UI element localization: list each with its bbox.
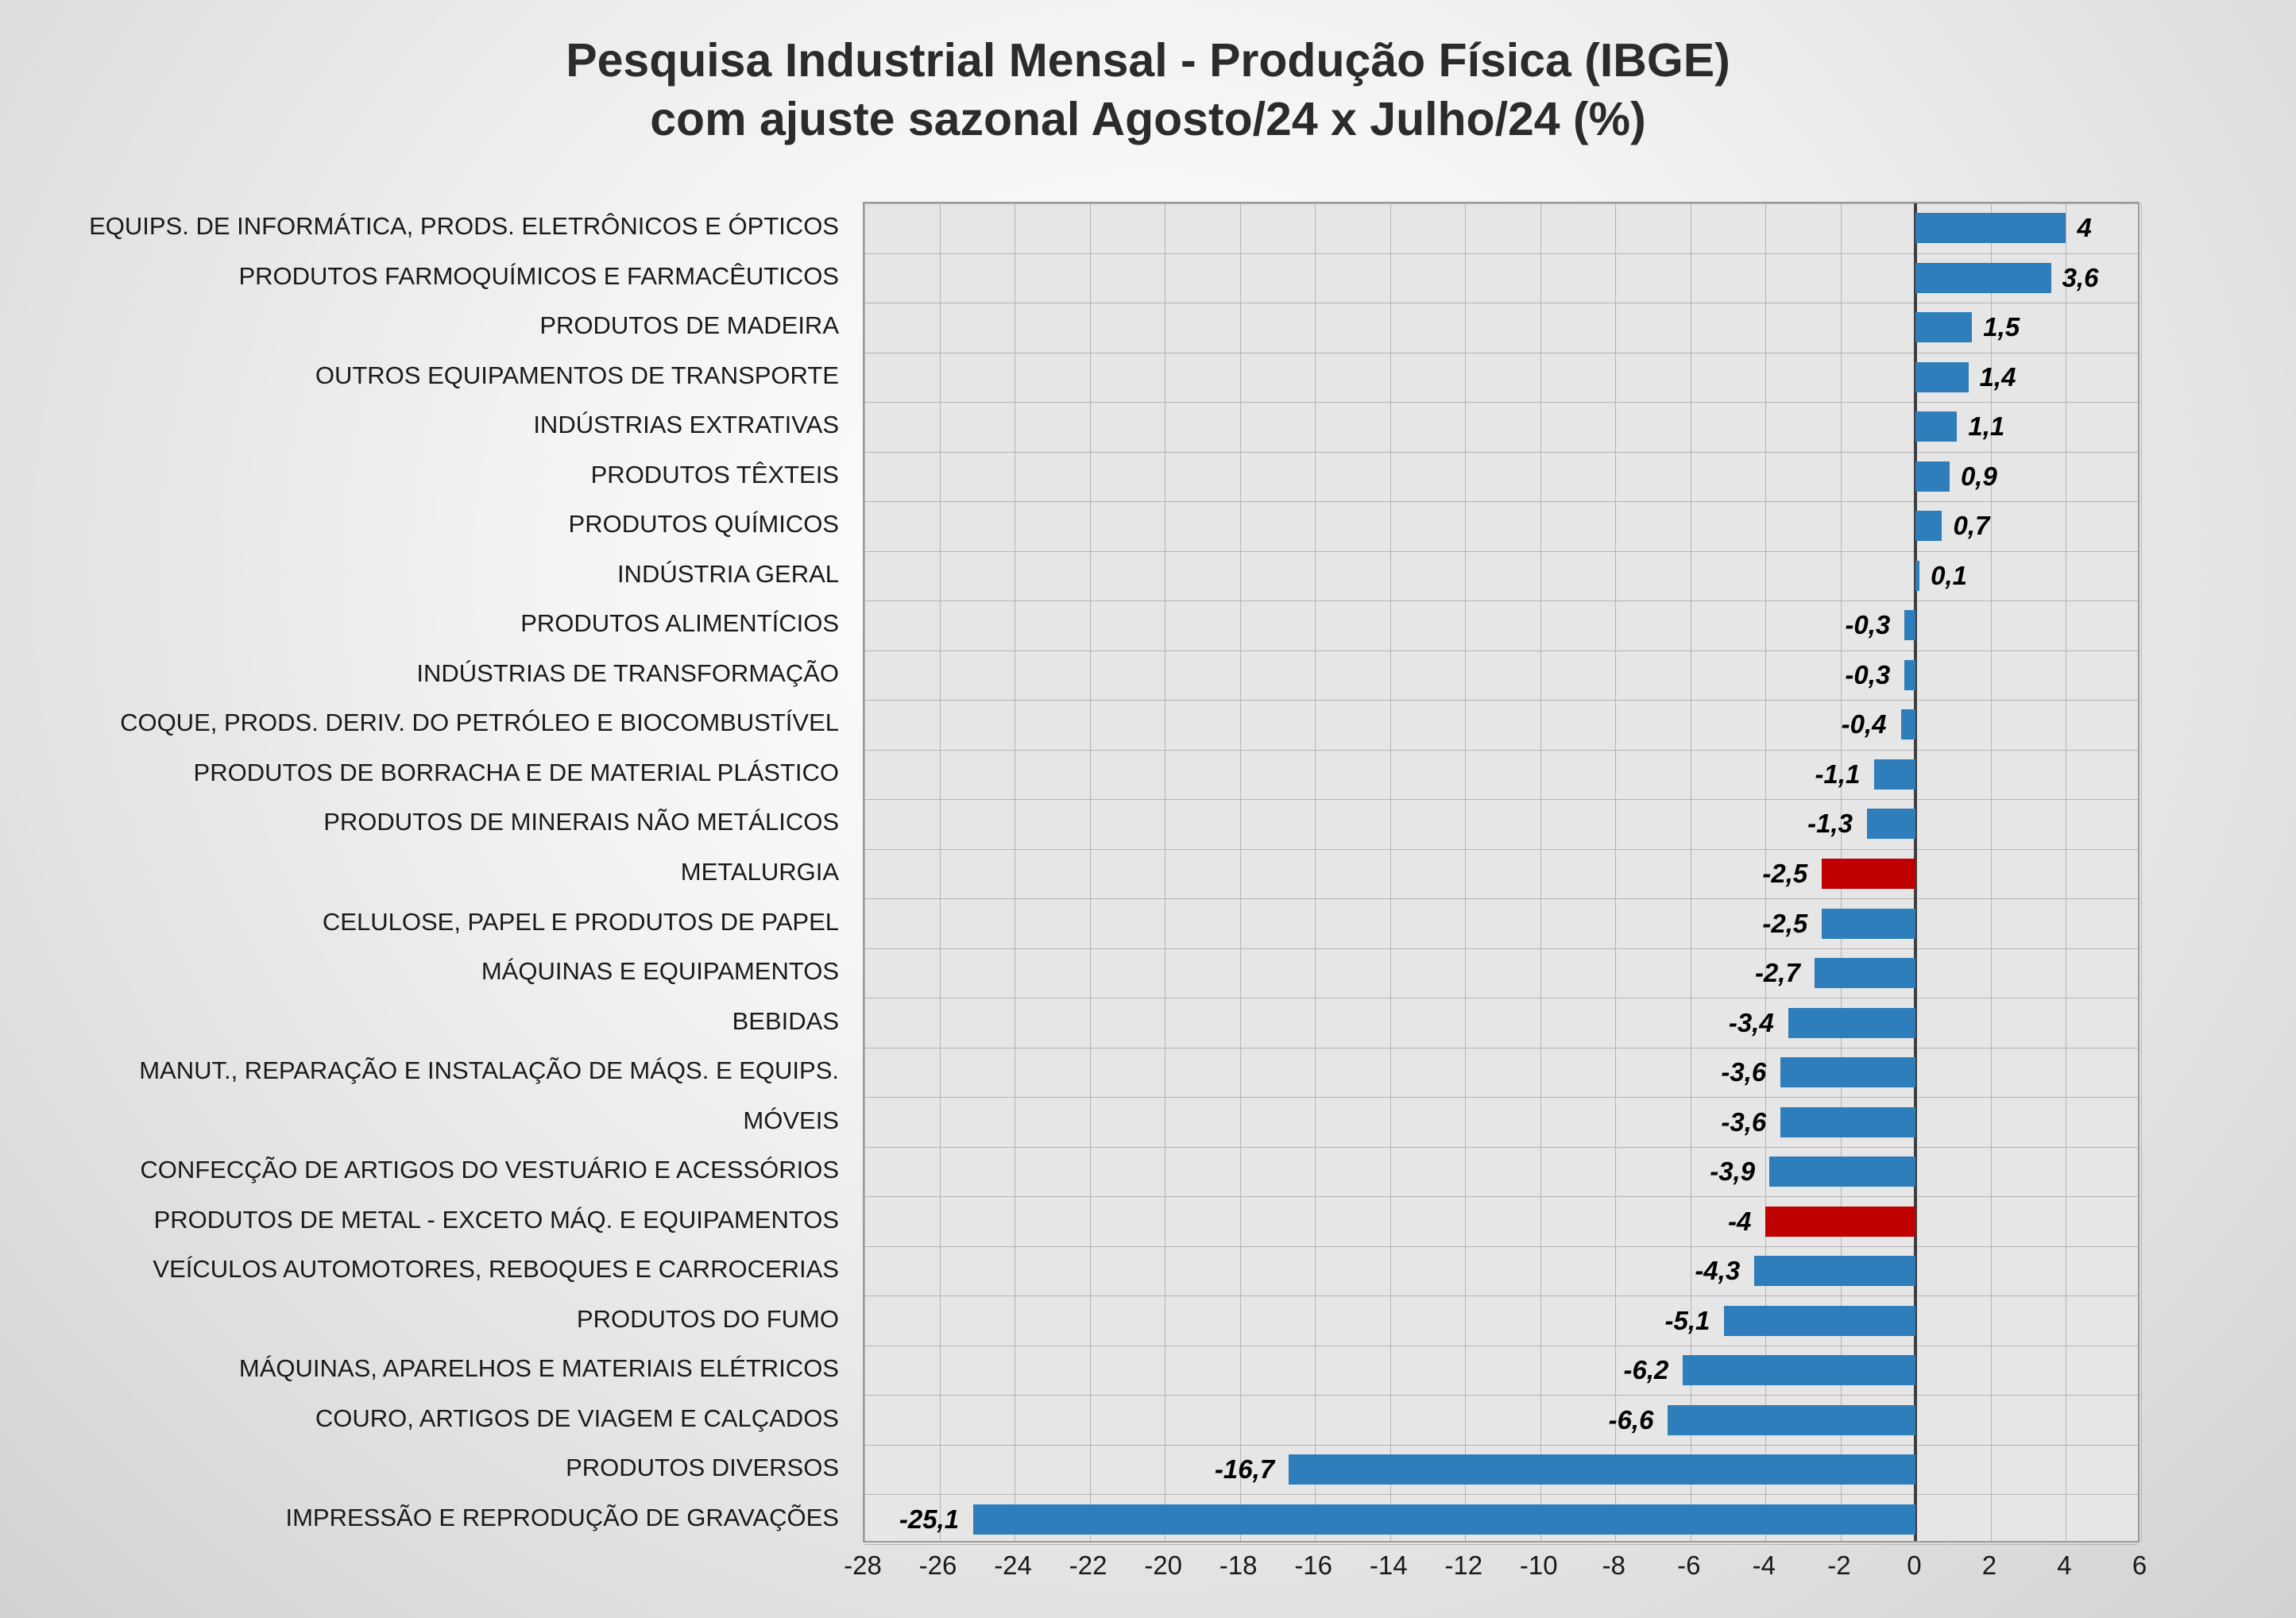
bar-value-label: 0,1 <box>1931 560 1967 590</box>
x-tick-label: -16 <box>1294 1550 1333 1580</box>
gridline-vertical <box>940 203 941 1541</box>
bar <box>1788 1008 1916 1038</box>
category-label: INDÚSTRIA GERAL <box>617 559 839 588</box>
category-axis <box>0 202 855 1543</box>
category-label: CONFECÇÃO DE ARTIGOS DO VESTUÁRIO E ACESSÓRIOS <box>140 1156 839 1184</box>
bar <box>1815 958 1916 988</box>
category-label: MÁQUINAS, APARELHOS E MATERIAIS ELÉTRICOS <box>238 1354 839 1383</box>
gridline-horizontal <box>864 948 2138 949</box>
bar-value-label: 4 <box>2077 213 2092 243</box>
bar <box>1683 1355 1915 1385</box>
bar <box>1915 561 1919 591</box>
category-label: PRODUTOS DE MINERAIS NÃO METÁLICOS <box>323 808 839 836</box>
bar-value-label: 0,7 <box>1953 511 1990 541</box>
bar-value-label: -6,2 <box>1623 1355 1669 1385</box>
category-label: OUTROS EQUIPAMENTOS DE TRANSPORTE <box>315 361 839 389</box>
gridline-horizontal <box>864 849 2138 850</box>
bar-value-label: 1,5 <box>1983 312 2020 342</box>
category-label: PRODUTOS QUÍMICOS <box>568 510 839 539</box>
x-tick-label: -22 <box>1069 1550 1107 1580</box>
gridline-horizontal <box>864 700 2138 701</box>
gridline-vertical <box>864 203 865 1541</box>
bar-value-label: -1,1 <box>1815 759 1861 789</box>
bar-value-label: -2,5 <box>1762 908 1808 938</box>
bar <box>1915 461 1950 492</box>
bar-value-label: 1,1 <box>1968 411 2005 442</box>
bar <box>973 1504 1915 1535</box>
category-label: MÓVEIS <box>743 1106 839 1134</box>
bar-value-label: -2,7 <box>1754 958 1800 988</box>
gridline-horizontal <box>864 1494 2138 1495</box>
category-label: PRODUTOS DE METAL - EXCETO MÁQ. E EQUIPAMENTOS <box>153 1205 839 1234</box>
bar-value-label: -16,7 <box>1214 1454 1275 1485</box>
gridline-horizontal <box>864 898 2138 899</box>
gridline-horizontal <box>864 600 2138 601</box>
gridline-vertical <box>1390 203 1391 1541</box>
bar-value-label: -0,3 <box>1845 659 1891 689</box>
x-tick-label: -28 <box>844 1550 882 1580</box>
category-label: PRODUTOS ALIMENTÍCIOS <box>520 609 839 638</box>
gridline-horizontal <box>864 203 2138 204</box>
category-label: VEÍCULOS AUTOMOTORES, REBOQUES E CARROCERIAS <box>153 1255 839 1284</box>
bar <box>1780 1107 1915 1137</box>
bar <box>1915 213 2066 243</box>
bar-value-label: 0,9 <box>1960 461 1997 491</box>
category-label: MANUT., REPARAÇÃO E INSTALAÇÃO DE MÁQS. E EQUIPS. <box>139 1056 839 1085</box>
category-label: PRODUTOS DIVERSOS <box>566 1454 839 1482</box>
x-axis-ticks <box>844 1550 2147 1598</box>
x-tick-label: 0 <box>1907 1550 1922 1580</box>
x-tick-label: -4 <box>1752 1550 1776 1580</box>
gridline-vertical <box>1991 203 1992 1541</box>
gridline-vertical <box>1465 203 1466 1541</box>
bar <box>1915 263 2051 293</box>
bar-value-label: -2,5 <box>1762 859 1808 888</box>
category-label: PRODUTOS FARMOQUÍMICOS E FARMACÊUTICOS <box>238 261 839 290</box>
category-label: BEBIDAS <box>732 1006 839 1035</box>
bar-value-label: -3,9 <box>1710 1157 1756 1187</box>
x-tick-label: -18 <box>1219 1550 1258 1580</box>
category-label: EQUIPS. DE INFORMÁTICA, PRODS. ELETRÔNICOS E ÓPTICOS <box>89 212 839 241</box>
bar <box>1874 759 1915 790</box>
bar-value-label: -3,6 <box>1721 1106 1767 1137</box>
gridline-vertical <box>1615 203 1616 1541</box>
x-tick-label: -14 <box>1369 1550 1408 1580</box>
category-label: METALURGIA <box>680 858 839 886</box>
bar-value-label: -1,3 <box>1807 809 1853 839</box>
gridline-horizontal <box>864 1196 2138 1197</box>
category-label: INDÚSTRIAS DE TRANSFORMAÇÃO <box>416 658 839 687</box>
bar-value-label: 1,4 <box>1979 361 2016 392</box>
bar-value-label: -0,3 <box>1845 610 1891 640</box>
plot-area <box>863 202 2139 1543</box>
chart-title <box>0 32 2296 149</box>
bar-value-label: -5,1 <box>1664 1305 1710 1335</box>
bar <box>1769 1157 1915 1187</box>
bar <box>1904 660 1915 690</box>
bar <box>1822 909 1915 939</box>
bar-value-label: 3,6 <box>2062 262 2099 292</box>
gridline-horizontal <box>864 253 2138 254</box>
gridline-horizontal <box>864 750 2138 751</box>
x-tick-label: 6 <box>2132 1550 2147 1580</box>
bar-value-label: -4 <box>1728 1206 1752 1236</box>
gridline-horizontal <box>864 799 2138 800</box>
bar-value-label: -25,1 <box>899 1504 960 1534</box>
bar-value-label: -3,6 <box>1721 1057 1767 1087</box>
x-tick-label: -20 <box>1144 1550 1182 1580</box>
gridline-vertical <box>1315 203 1316 1541</box>
bar <box>1754 1256 1915 1286</box>
x-tick-label: 2 <box>1981 1550 1997 1580</box>
category-label: PRODUTOS DE BORRACHA E DE MATERIAL PLÁSTICO <box>193 758 839 786</box>
category-label: PRODUTOS DE MADEIRA <box>539 311 839 340</box>
gridline-horizontal <box>864 1445 2138 1446</box>
gridline-horizontal <box>864 1246 2138 1247</box>
x-tick-label: 4 <box>2057 1550 2072 1580</box>
chart-title-line2: com ajuste sazonal Agosto/24 x Julho/24 (%) <box>650 92 1646 145</box>
category-label: COQUE, PRODS. DERIV. DO PETRÓLEO E BIOCOMBUSTÍVEL <box>120 709 839 737</box>
gridline-vertical <box>1090 203 1091 1541</box>
bar <box>1765 1207 1915 1237</box>
bar <box>1904 610 1915 640</box>
category-label: IMPRESSÃO E REPRODUÇÃO DE GRAVAÇÕES <box>285 1503 839 1531</box>
gridline-horizontal <box>864 1544 2138 1545</box>
gridline-horizontal <box>864 1147 2138 1148</box>
x-tick-label: -8 <box>1602 1550 1625 1580</box>
category-label: PRODUTOS DO FUMO <box>576 1304 839 1333</box>
bar <box>1289 1454 1915 1485</box>
bar <box>1867 809 1915 839</box>
gridline-horizontal <box>864 501 2138 502</box>
gridline-horizontal <box>864 551 2138 552</box>
bar <box>1915 411 1957 442</box>
x-tick-label: -26 <box>918 1550 957 1580</box>
bar <box>1780 1057 1915 1087</box>
bar-value-label: -3,4 <box>1728 1007 1774 1037</box>
bar-value-label: -4,3 <box>1695 1256 1741 1286</box>
gridline-horizontal <box>864 402 2138 403</box>
bar <box>1668 1405 1915 1435</box>
category-label: CELULOSE, PAPEL E PRODUTOS DE PAPEL <box>322 907 839 936</box>
x-tick-label: -6 <box>1677 1550 1701 1580</box>
bar <box>1822 859 1915 889</box>
gridline-horizontal <box>864 1097 2138 1098</box>
x-tick-label: -10 <box>1519 1550 1558 1580</box>
bar-value-label: -6,6 <box>1608 1404 1654 1435</box>
x-tick-label: -24 <box>994 1550 1032 1580</box>
category-label: MÁQUINAS E EQUIPAMENTOS <box>481 957 839 986</box>
category-label: PRODUTOS TÊXTEIS <box>590 460 839 488</box>
x-tick-label: -12 <box>1444 1550 1483 1580</box>
gridline-vertical <box>1240 203 1241 1541</box>
gridline-horizontal <box>864 1395 2138 1396</box>
gridline-vertical <box>1540 203 1541 1541</box>
x-tick-label: -2 <box>1827 1550 1851 1580</box>
chart-title-line1: Pesquisa Industrial Mensal - Produção Física (IBGE) <box>566 34 1730 87</box>
gridline-horizontal <box>864 452 2138 453</box>
bar <box>1901 709 1916 739</box>
bar <box>1915 362 1968 392</box>
category-label: COURO, ARTIGOS DE VIAGEM E CALÇADOS <box>315 1404 839 1432</box>
bar <box>1724 1306 1915 1336</box>
bar <box>1915 312 1972 342</box>
category-label: INDÚSTRIAS EXTRATIVAS <box>533 411 839 439</box>
bar <box>1915 511 1942 541</box>
gridline-vertical <box>2141 203 2142 1541</box>
bar-value-label: -0,4 <box>1841 709 1887 739</box>
